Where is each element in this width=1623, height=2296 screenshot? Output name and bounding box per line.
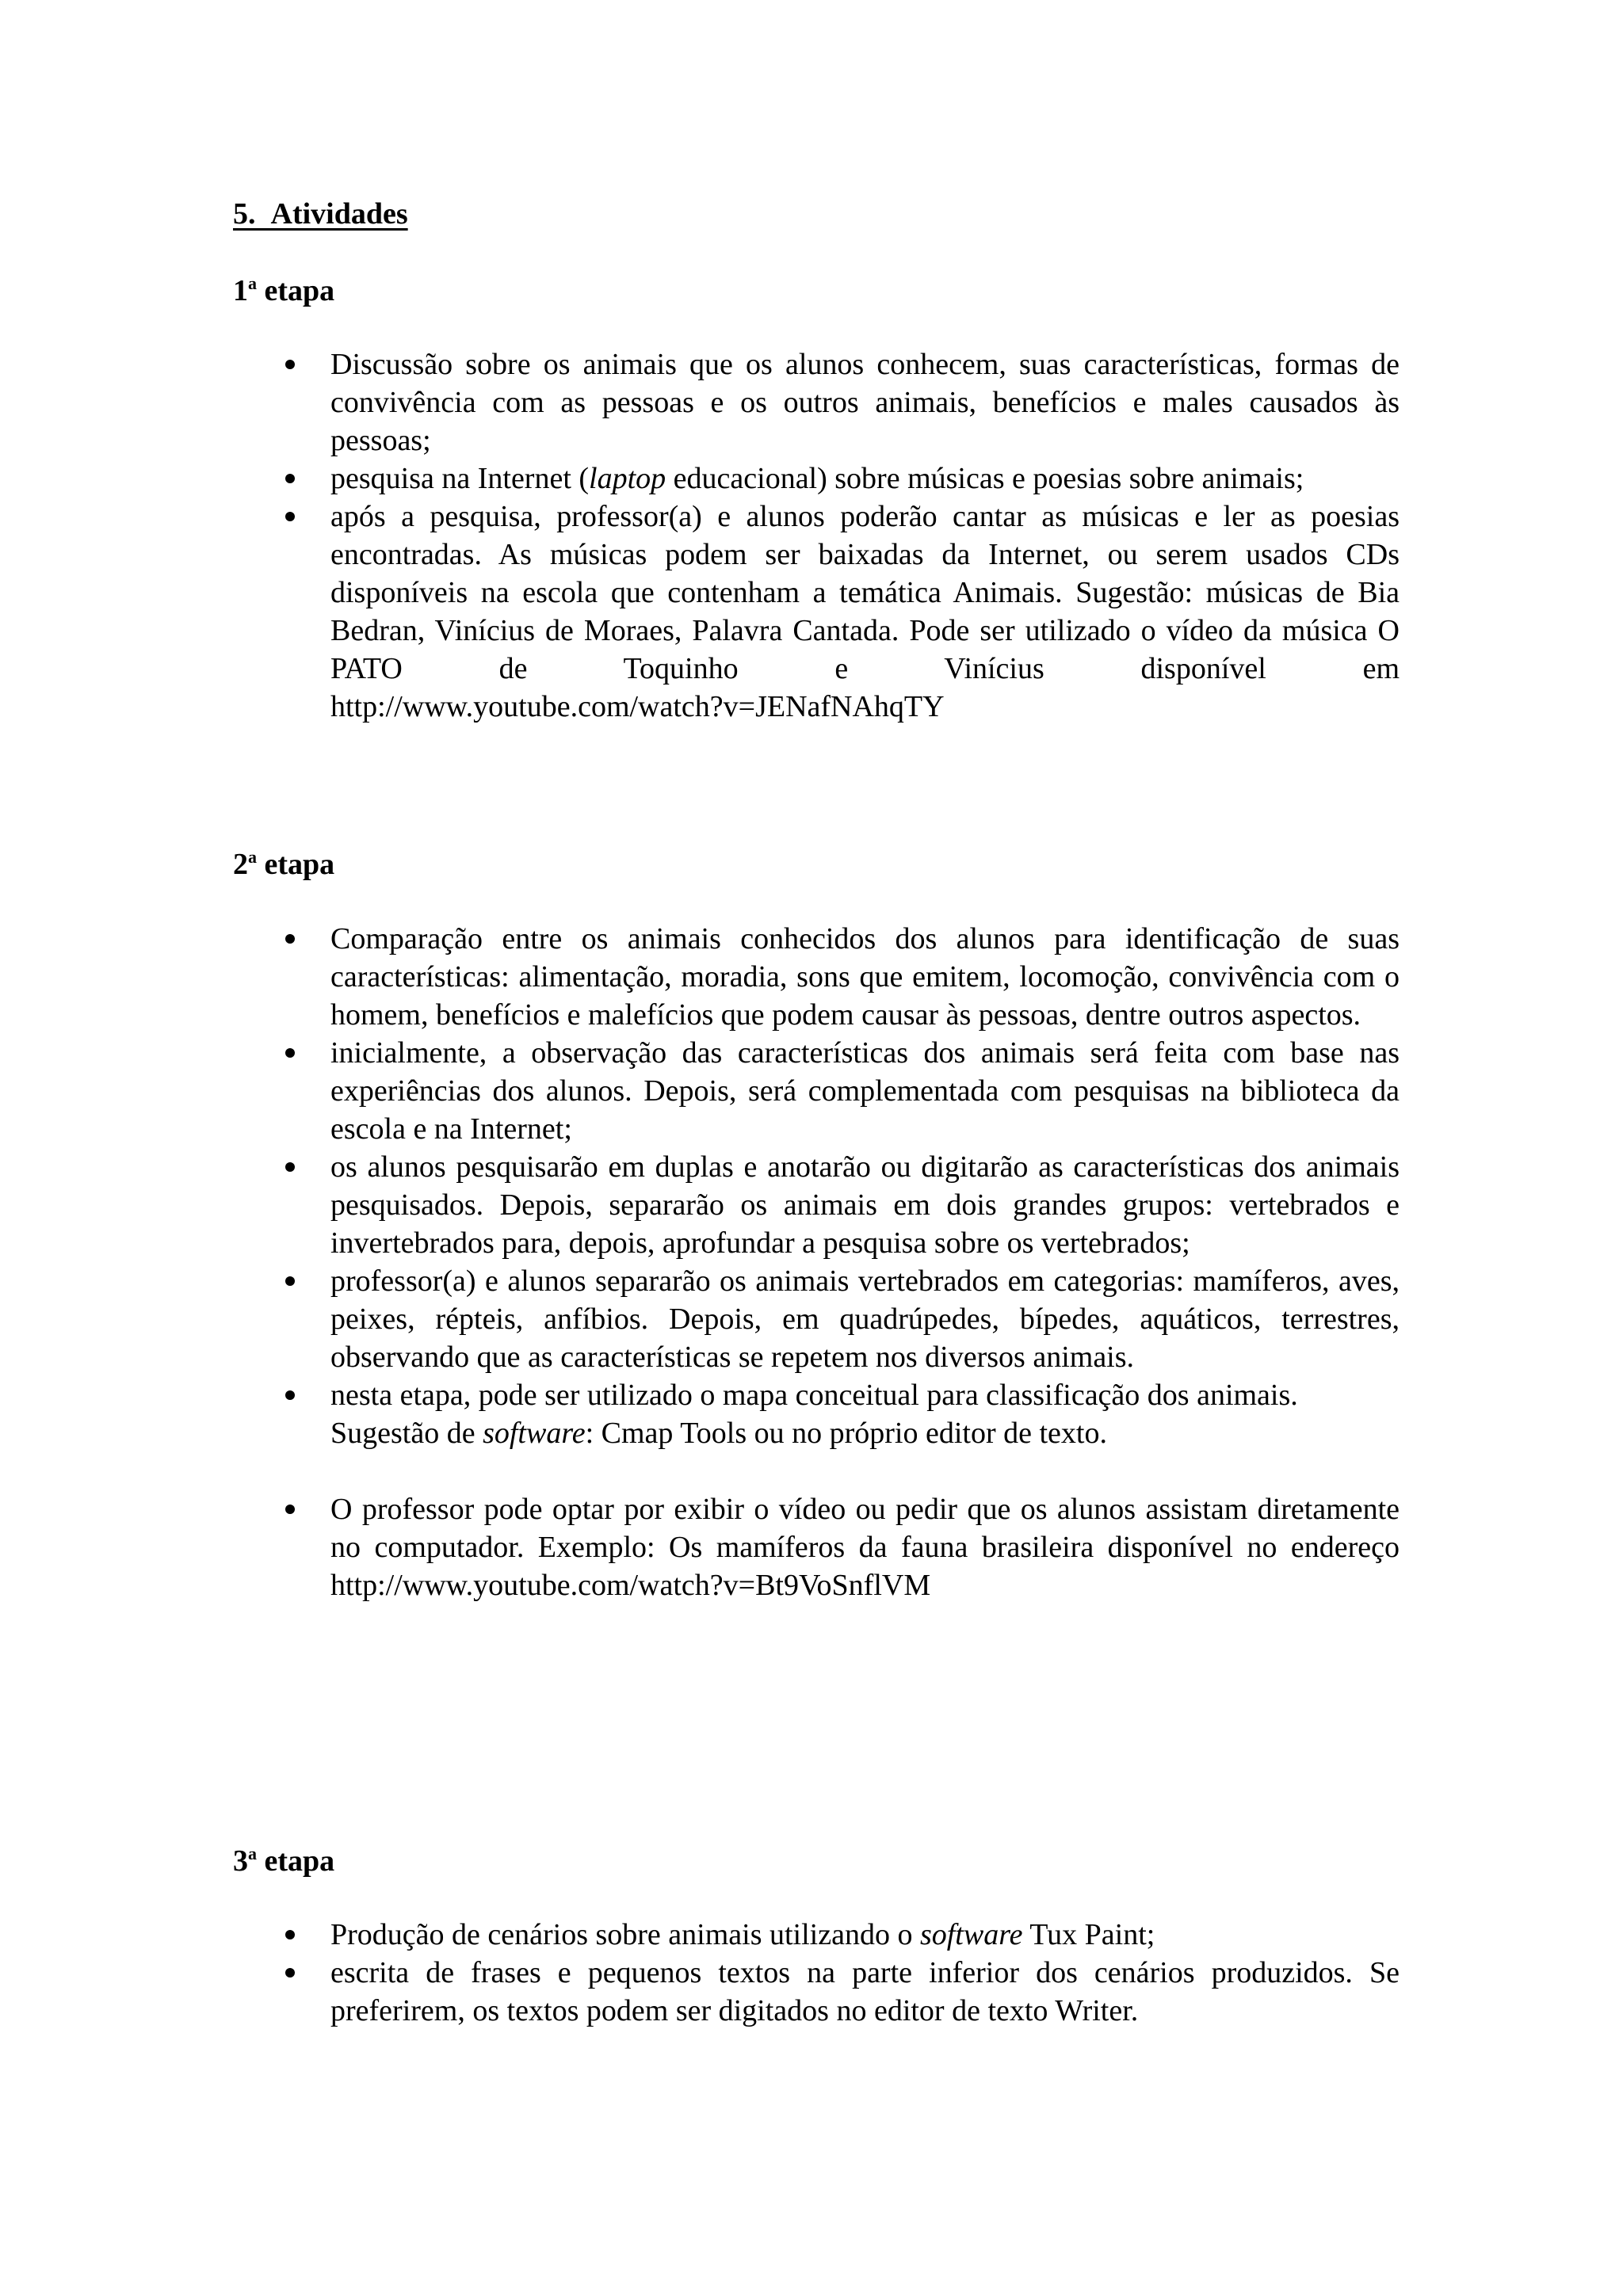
- list-item: [285, 1148, 1400, 1262]
- stage-2-list: [285, 920, 1400, 1604]
- stage-3-number: 3: [233, 1844, 248, 1878]
- list-item-text: escrita de frases e pequenos textos na parte inferior dos cenários produzidos. Se preferirem, os textos podem ser digitados no editor de texto Writer.: [330, 1956, 1400, 2027]
- stage-1-number: 1: [233, 274, 248, 307]
- list-item: [285, 1262, 1400, 1376]
- list-item-text: O professor pode optar por exibir o vídeo ou pedir que os alunos assistam diretamente no computador. Exemplo: Os mamíferos da fauna brasileira disponível no endereço: [330, 1493, 1400, 1564]
- stage-2-ordinal: a: [248, 847, 257, 867]
- list-item-text: os alunos pesquisarão em duplas e anotarão ou digitarão as características dos animais pesquisados. Depois, separarão os animais em dois grandes grupos: vertebrados e invertebrados para, depois, aprofundar a pesquisa sobre os vertebrados;: [330, 1150, 1400, 1260]
- list-item-text-end: : Cmap Tools ou no próprio editor de texto.: [585, 1417, 1107, 1450]
- list-item-text-start: pesquisa na Internet (: [330, 462, 590, 495]
- stage-1-list: [285, 345, 1400, 726]
- list-item-text-line1: nesta etapa, pode ser utilizado o mapa conceitual para classificação dos animais.: [330, 1379, 1298, 1412]
- stage-1-ordinal: a: [248, 273, 257, 293]
- list-item-text: após a pesquisa, professor(a) e alunos poderão cantar as músicas e ler as poesias encontradas. As músicas podem ser baixadas da Internet, ou serem usados CDs disponíveis na escola que contenham a temática Animais. Sugestão: músicas de Bia Bedran, Vinícius de Moraes, Palavra Cantada. Pode ser utilizado o vídeo da música O PATO de Toquinho e Vinícius disponível em: [330, 500, 1400, 685]
- list-item-text: professor(a) e alunos separarão os animais vertebrados em categorias: mamíferos, aves, peixes, répteis, anfíbios. Depois, em quadrúpedes, bípedes, aquáticos, terrestres, observando que as características se repetem nos diversos animais.: [330, 1264, 1400, 1374]
- stage-3-heading: [233, 1839, 334, 1883]
- list-item: [285, 1034, 1400, 1148]
- stage-1-heading: [233, 269, 334, 313]
- stage-3-ordinal: a: [248, 1844, 257, 1863]
- stage-2-heading: [233, 842, 334, 887]
- list-item-text-end: Tux Paint;: [1022, 1918, 1155, 1951]
- list-item: [285, 345, 1400, 460]
- list-item: [285, 920, 1400, 1034]
- list-item: [285, 1376, 1400, 1452]
- list-item-text-end: educacional) sobre músicas e poesias sobre animais;: [666, 462, 1304, 495]
- youtube-link[interactable]: http://www.youtube.com/watch?v=Bt9VoSnflVM: [330, 1569, 931, 1602]
- list-item: [285, 460, 1400, 498]
- list-item: [285, 1916, 1400, 1954]
- list-item-emphasis: laptop: [589, 462, 666, 495]
- section-number: 5.: [233, 197, 256, 231]
- list-item-text: inicialmente, a observação das características dos animais será feita com base nas experiências dos alunos. Depois, será complementada com pesquisas na biblioteca da escola e na Internet;: [330, 1036, 1400, 1146]
- list-item-text: Discussão sobre os animais que os alunos conhecem, suas características, formas de convivência com as pessoas e os outros animais, benefícios e males causados às pessoas;: [330, 348, 1400, 457]
- list-item-text: Comparação entre os animais conhecidos dos alunos para identificação de suas características: alimentação, moradia, sons que emitem, locomoção, convivência com o homem, benefícios e malefícios que podem causar às pessoas, dentre outros aspectos.: [330, 922, 1400, 1032]
- list-item-emphasis: software: [919, 1918, 1023, 1951]
- stage-2-number: 2: [233, 848, 248, 881]
- youtube-link[interactable]: http://www.youtube.com/watch?v=JENafNAhqTY: [330, 690, 945, 723]
- list-item: [285, 498, 1400, 726]
- list-item-emphasis: software: [483, 1417, 586, 1450]
- list-item-text-start: Produção de cenários sobre animais utilizando o: [330, 1918, 920, 1951]
- section-heading: [233, 192, 408, 236]
- list-item-text-start: Sugestão de: [330, 1417, 483, 1450]
- stage-3-list: [285, 1916, 1400, 2030]
- stage-1-label: etapa: [264, 274, 335, 307]
- stage-3-label: etapa: [264, 1844, 335, 1878]
- list-item: [285, 1954, 1400, 2030]
- section-title: Atividades: [270, 197, 408, 231]
- stage-2-label: etapa: [264, 848, 335, 881]
- list-item: [285, 1490, 1400, 1604]
